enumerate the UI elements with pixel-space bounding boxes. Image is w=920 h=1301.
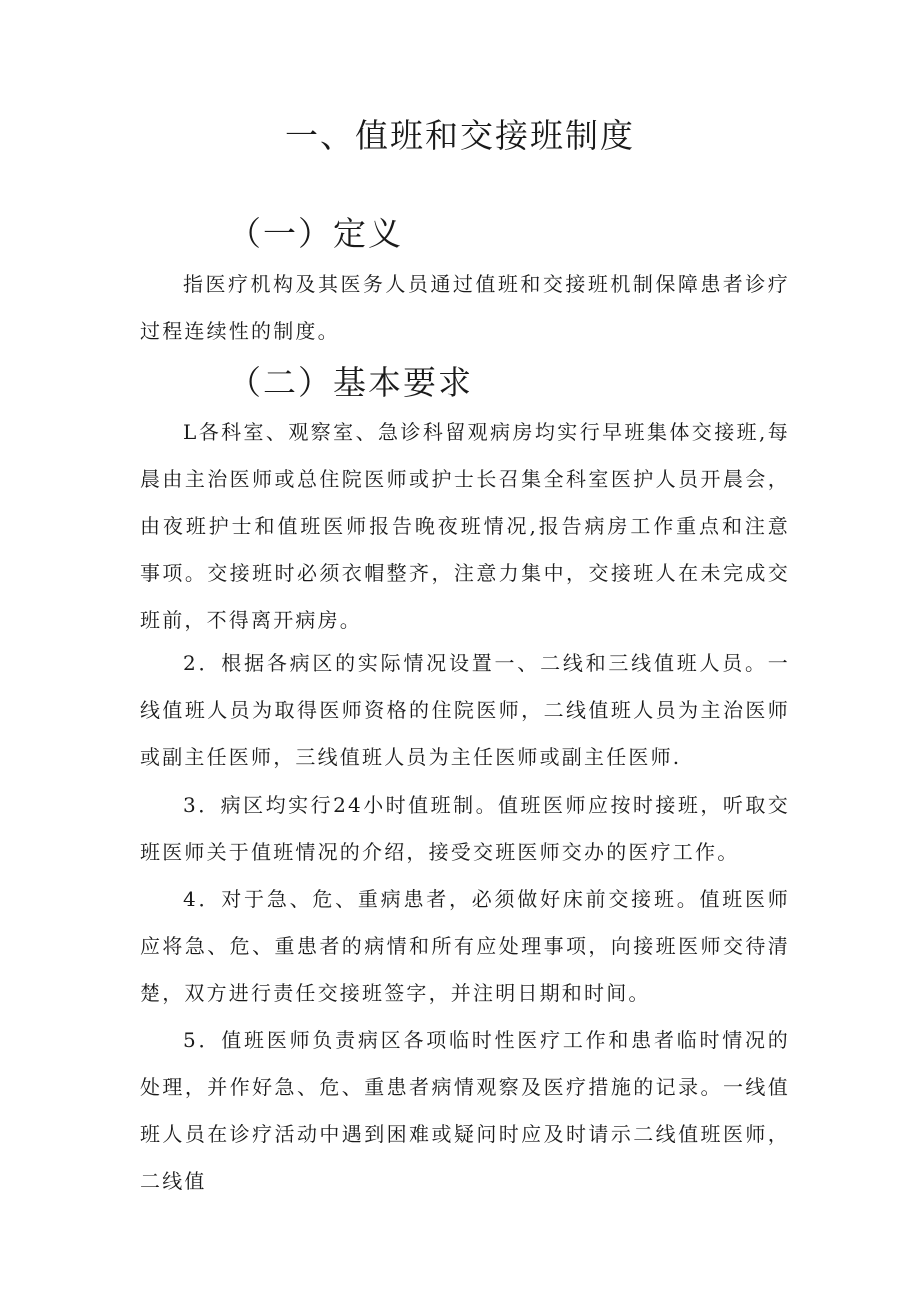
section-heading-basic-requirements: （二）基本要求 <box>228 363 473 402</box>
requirement-paragraph-5: 5．值班医师负责病区各项临时性医疗工作和患者临时情况的处理，并作好急、危、重患者病情观察及医疗措施的记录。一线值班人员在诊疗活动中遇到困难或疑问时应及时请示二线值班医师，二线值 <box>140 1028 790 1193</box>
definition-paragraph: 指医疗机构及其医务人员通过值班和交接班机制保障患者诊疗过程连续性的制度。 <box>140 272 790 343</box>
requirement-paragraph-2: 2．根据各病区的实际情况设置一、二线和三线值班人员。一线值班人员为取得医师资格的住院医师，二线值班人员为主治医师或副主任医师，三线值班人员为主任医师或副主任医师. <box>140 651 790 769</box>
requirement-paragraph-1: L各科室、观察室、急诊科留观病房均实行早班集体交接班,每晨由主治医师或总住院医师或护士长召集全科室医护人员开晨会，由夜班护士和值班医师报告晚夜班情况,报告病房工作重点和注意事项。交接班时必须衣帽整齐，注意力集中，交接班人在未完成交班前，不得离开病房。 <box>140 420 790 632</box>
section-heading-definition: （一）定义 <box>228 214 403 253</box>
requirement-paragraph-3: 3．病区均实行24小时值班制。值班医师应按时接班，听取交班医师关于值班情况的介绍，接受交班医师交办的医疗工作。 <box>140 793 790 864</box>
document-title: 一、值班和交接班制度 <box>285 116 635 155</box>
requirement-paragraph-4: 4．对于急、危、重病患者，必须做好床前交接班。值班医师应将急、危、重患者的病情和所有应处理事项，向接班医师交待清楚，双方进行责任交接班签字，并注明日期和时间。 <box>140 887 790 1005</box>
